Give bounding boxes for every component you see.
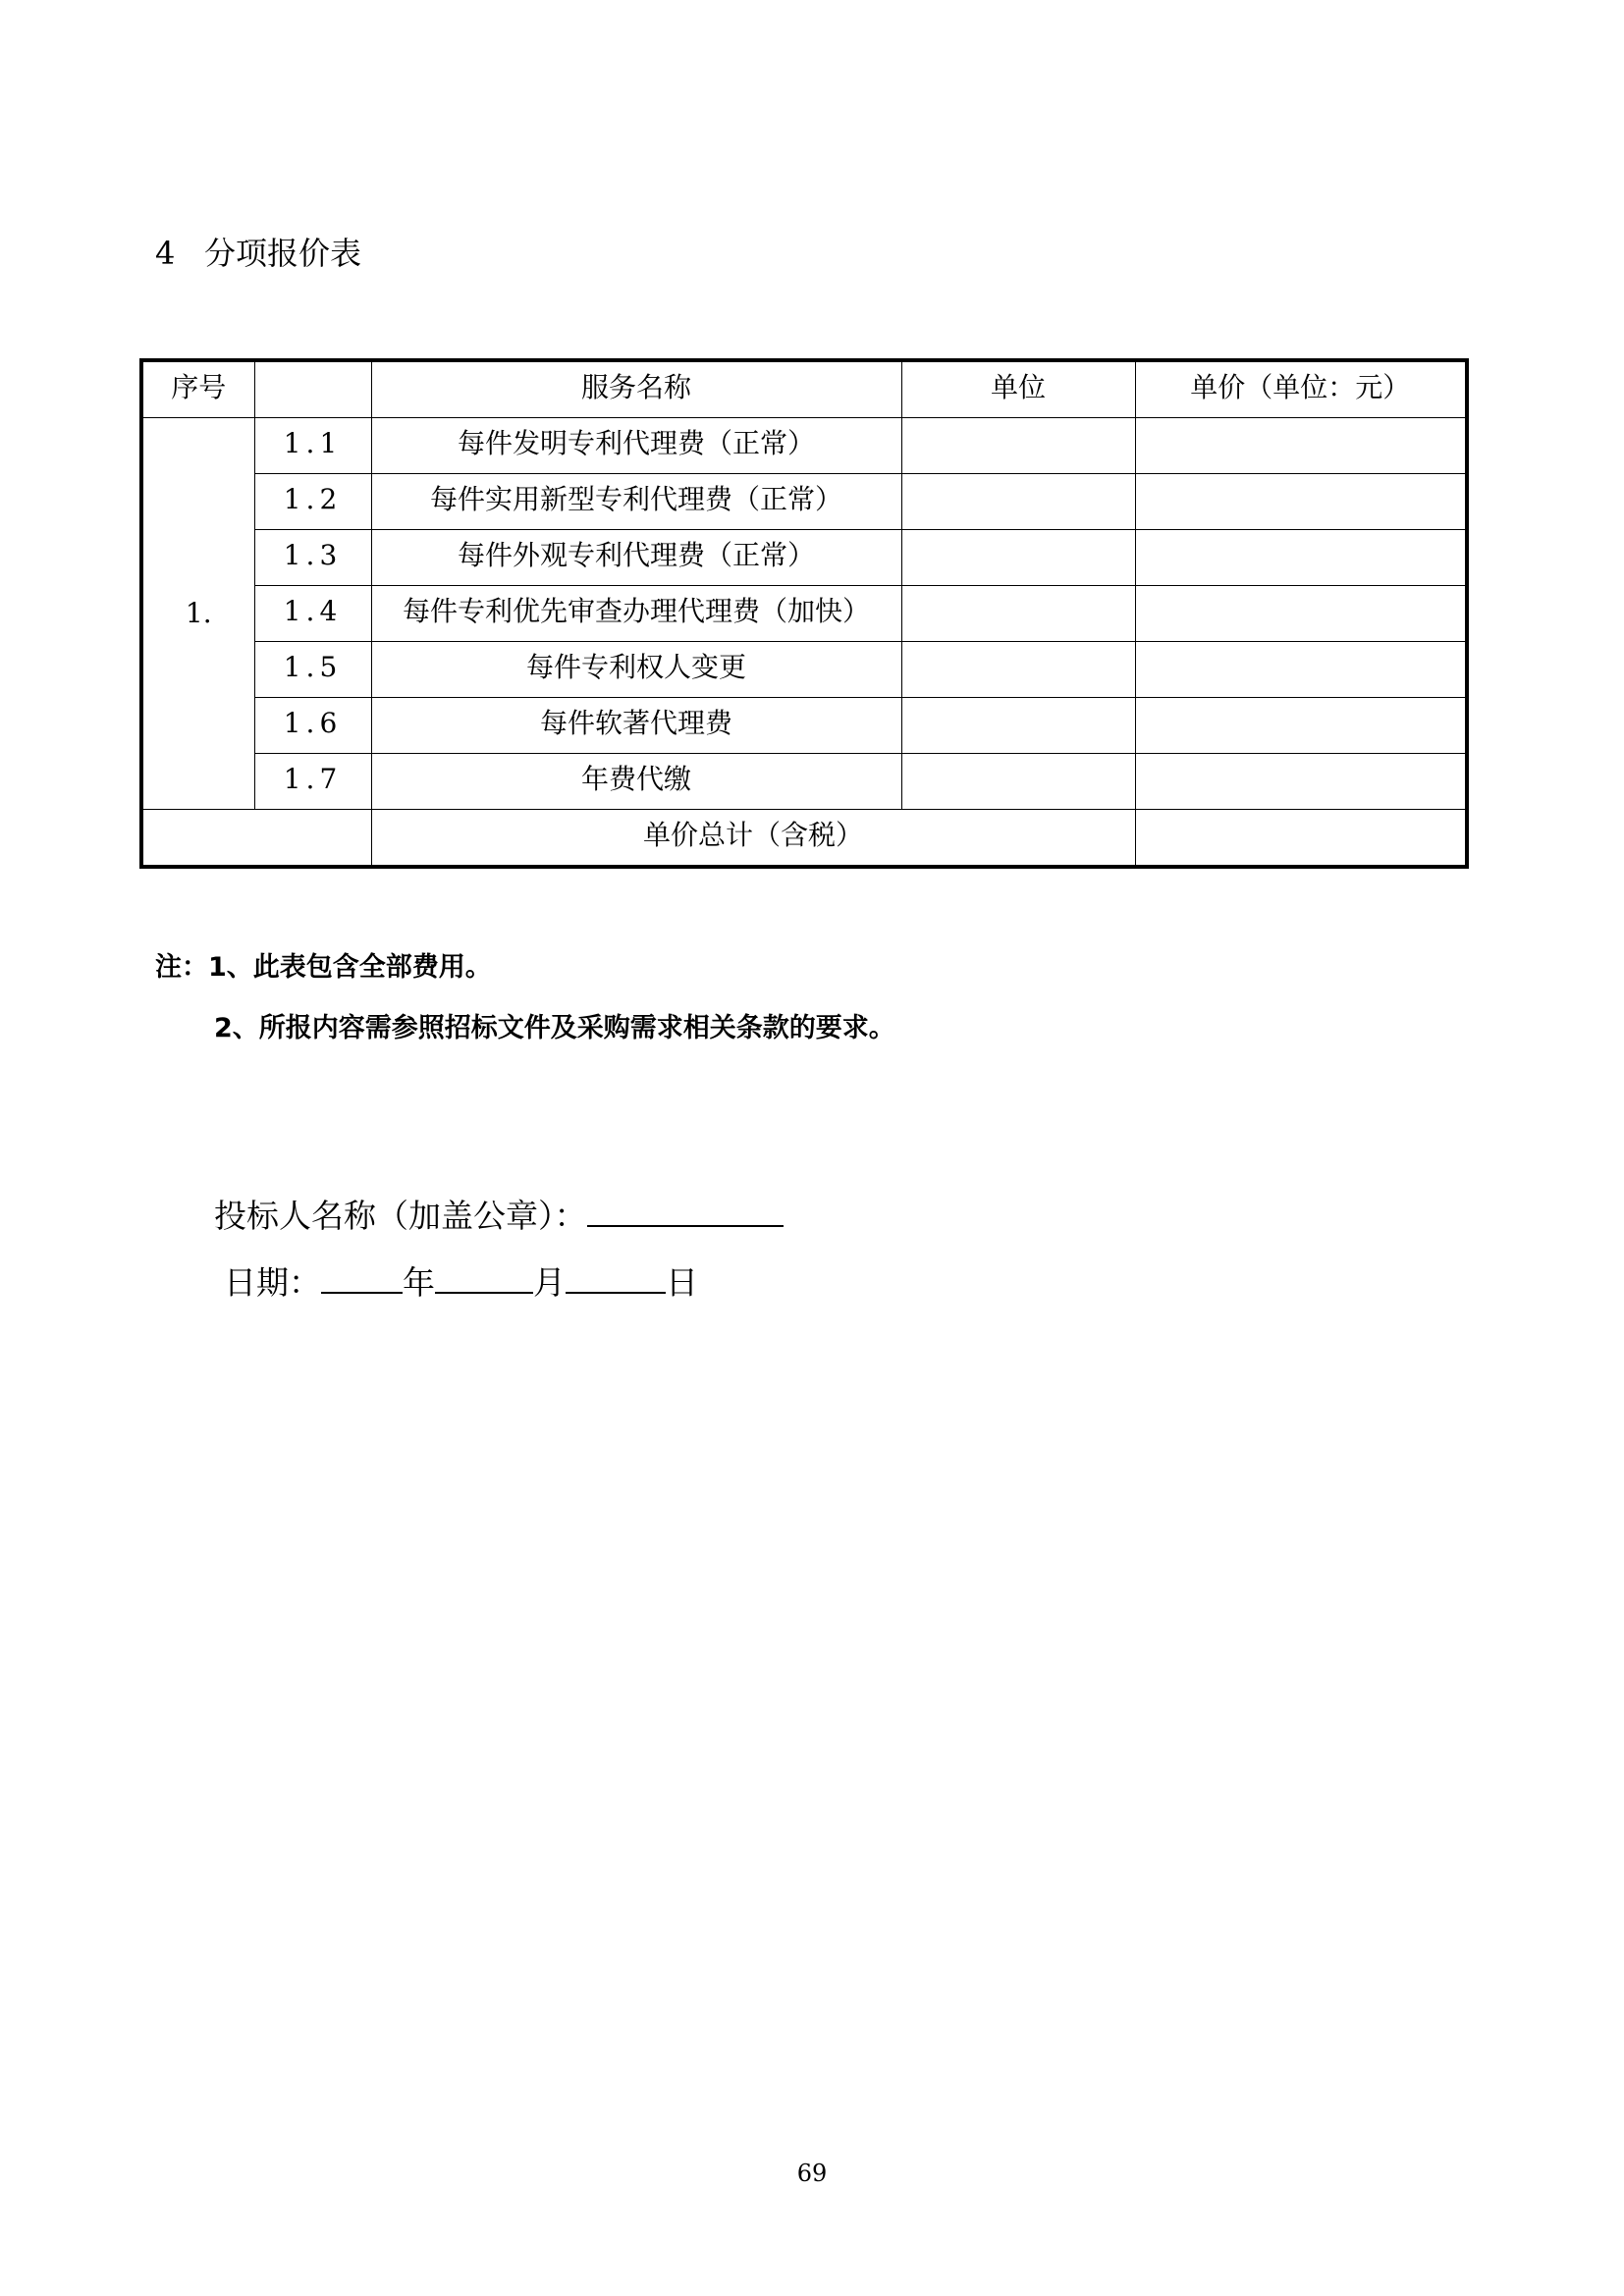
table-header-row: [141, 360, 1467, 418]
header-seq: 序号: [141, 360, 254, 418]
bidder-row: [214, 1183, 784, 1250]
total-row: [141, 810, 1467, 868]
row-price[interactable]: [1135, 642, 1467, 698]
total-label: 单价总计（含税）: [371, 810, 1135, 868]
header-unit-price: 单价（单位：元）: [1135, 360, 1467, 418]
note-1: 注：1、此表包含全部费用。: [155, 952, 492, 983]
row-price[interactable]: [1135, 754, 1467, 810]
row-unit[interactable]: [901, 474, 1135, 530]
year-blank[interactable]: [321, 1256, 403, 1294]
row-price[interactable]: [1135, 530, 1467, 586]
row-service-name: 每件专利优先审查办理代理费（加快）: [371, 586, 901, 642]
header-unit: 单位: [901, 360, 1135, 418]
row-price[interactable]: [1135, 474, 1467, 530]
day-blank[interactable]: [566, 1256, 666, 1294]
date-row: [214, 1250, 784, 1316]
note-2: 2、所报内容需参照招标文件及采购需求相关条款的要求。: [214, 1013, 895, 1043]
row-unit[interactable]: [901, 698, 1135, 754]
table-row: [141, 474, 1467, 530]
row-sub-number: 1.4: [254, 586, 371, 642]
row-sub-number: 1.1: [254, 418, 371, 474]
row-price[interactable]: [1135, 586, 1467, 642]
row-sub-number: 1.3: [254, 530, 371, 586]
section-heading: [155, 232, 361, 275]
section-number: 4: [155, 235, 176, 272]
row-unit[interactable]: [901, 418, 1135, 474]
row-sub-number: 1.2: [254, 474, 371, 530]
month-label: 月: [533, 1263, 566, 1302]
row-price[interactable]: [1135, 418, 1467, 474]
group-number: 1.: [141, 418, 254, 810]
year-label: 年: [403, 1263, 435, 1302]
total-value[interactable]: [1135, 810, 1467, 868]
bidder-name-blank[interactable]: [587, 1190, 784, 1227]
price-table: [139, 358, 1469, 869]
row-sub-number: 1.6: [254, 698, 371, 754]
section-title: 分项报价表: [204, 235, 362, 272]
row-sub-number: 1.5: [254, 642, 371, 698]
row-service-name: 年费代缴: [371, 754, 901, 810]
notes: [155, 937, 895, 1059]
table-row: [141, 642, 1467, 698]
header-service-name: 服务名称: [371, 360, 901, 418]
row-unit[interactable]: [901, 530, 1135, 586]
row-service-name: 每件外观专利代理费（正常）: [371, 530, 901, 586]
table-row: [141, 586, 1467, 642]
row-service-name: 每件发明专利代理费（正常）: [371, 418, 901, 474]
day-label: 日: [666, 1263, 698, 1302]
row-unit[interactable]: [901, 586, 1135, 642]
row-price[interactable]: [1135, 698, 1467, 754]
date-label: 日期：: [224, 1263, 321, 1302]
row-service-name: 每件专利权人变更: [371, 642, 901, 698]
month-blank[interactable]: [435, 1256, 533, 1294]
table-row: [141, 754, 1467, 810]
row-service-name: 每件实用新型专利代理费（正常）: [371, 474, 901, 530]
bidder-name-label: 投标人名称（加盖公章）：: [214, 1197, 587, 1235]
table-row: [141, 530, 1467, 586]
header-blank: [254, 360, 371, 418]
row-service-name: 每件软著代理费: [371, 698, 901, 754]
row-unit[interactable]: [901, 642, 1135, 698]
row-unit[interactable]: [901, 754, 1135, 810]
table-row: [141, 418, 1467, 474]
page-number: 69: [796, 2160, 828, 2187]
row-sub-number: 1.7: [254, 754, 371, 810]
total-blank: [141, 810, 371, 868]
signature-block: [214, 1183, 784, 1316]
table-row: [141, 698, 1467, 754]
